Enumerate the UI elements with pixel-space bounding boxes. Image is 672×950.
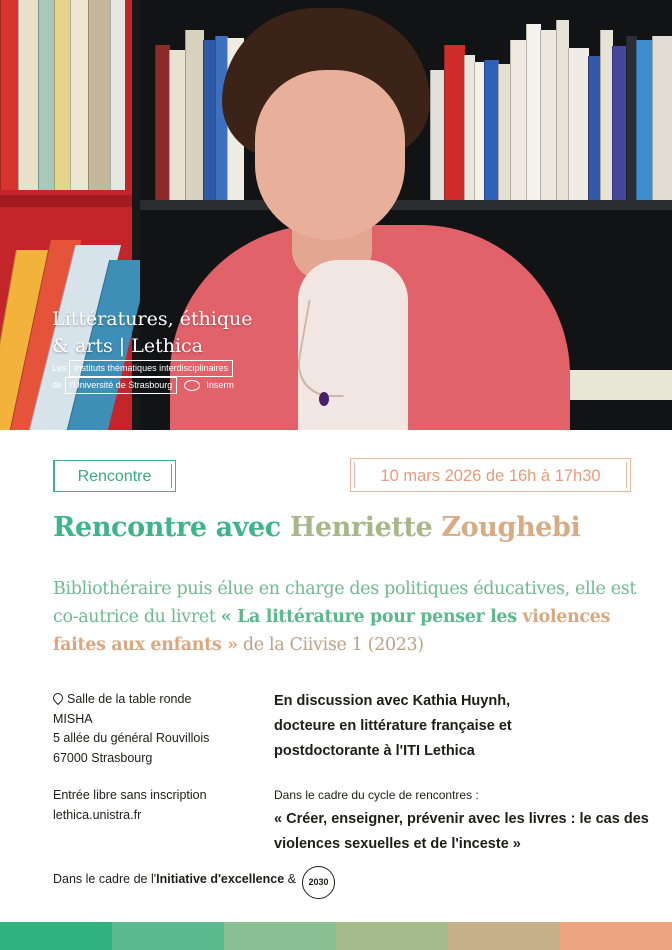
venue-line-1 [53,690,209,710]
entry-info: Entrée libre sans inscription [53,788,207,802]
color-strip-segment [560,922,672,950]
headline-last-name: Zoughebi [441,512,581,543]
footer-initiative: Initiative d'excellence [156,872,285,886]
color-strip-segment [336,922,448,950]
brand-sub-de: de [52,380,63,390]
person-face [255,70,405,240]
headline-first-name: Henriette [289,512,442,543]
venue-room: Salle de la table ronde [67,692,192,706]
venue-building: MISHA [53,711,93,726]
lead-quote-2: violences faites aux enfants » [53,607,610,655]
event-headline [53,508,653,548]
brand-sub-box: Instituts thématiques interdisciplinaires [69,360,233,377]
necklace-pendant [319,392,329,406]
brand-sub-university: l'Université de Strasbourg [65,377,178,394]
footer-prefix: Dans le cadre de l' [53,872,157,886]
hero-photo [0,0,672,430]
lead-quote-1: « La littérature pour penser les [220,607,517,627]
event-date-tag: 10 mars 2026 de 16h à 17h30 [350,458,631,492]
cycle-label: Dans le cadre du cycle de rencontres : [274,788,479,802]
discussion-block [274,689,654,764]
color-strip [0,922,672,950]
lead-text-2: de la Ciivise 1 (2023) [237,635,424,655]
discussion-line-3: postdoctorante à l'ITI Lethica [274,743,475,759]
brand-sub-line2 [52,377,252,394]
event-type-tag: Rencontre [53,460,176,492]
footer-text [53,872,296,886]
logo-2030-icon: 2030 [302,866,335,899]
website-link[interactable]: lethica.unistra.fr [53,807,142,822]
partner-logo-icon [184,380,200,391]
color-strip-segment [224,922,336,950]
footer-suffix: & [284,872,296,886]
discussion-line-2: docteure en littérature française et [274,718,512,734]
brand-sub-prefix: Les [52,363,67,373]
color-strip-segment [0,922,112,950]
headline-prefix: Rencontre avec [53,512,290,543]
color-strip-segment [448,922,560,950]
location-pin-icon [51,691,65,705]
venue-block [53,690,209,768]
lead-text-1: Bibliothéraire puis élue en charge des politiques éducatives, elle est co-autrice du livret [53,579,637,627]
entry-block [53,786,207,825]
brand-title-line1: Littératures, éthique [52,308,253,330]
cycle-title: « Créer, enseigner, prévenir avec les livres : le cas des violences sexuelles et de l'inceste » [274,811,649,852]
lethica-brand [52,306,252,394]
venue-street: 5 allée du général Rouvillois [53,731,210,745]
event-description [53,575,653,659]
color-strip-segment [112,922,224,950]
brand-sub-line1 [52,360,252,377]
discussion-line-1: En discussion avec Kathia Huynh, [274,693,511,709]
venue-city: 67000 Strasbourg [53,750,153,765]
brand-sub-inserm: Inserm [206,380,234,390]
brand-title-line2: & arts | Lethica [52,335,204,357]
